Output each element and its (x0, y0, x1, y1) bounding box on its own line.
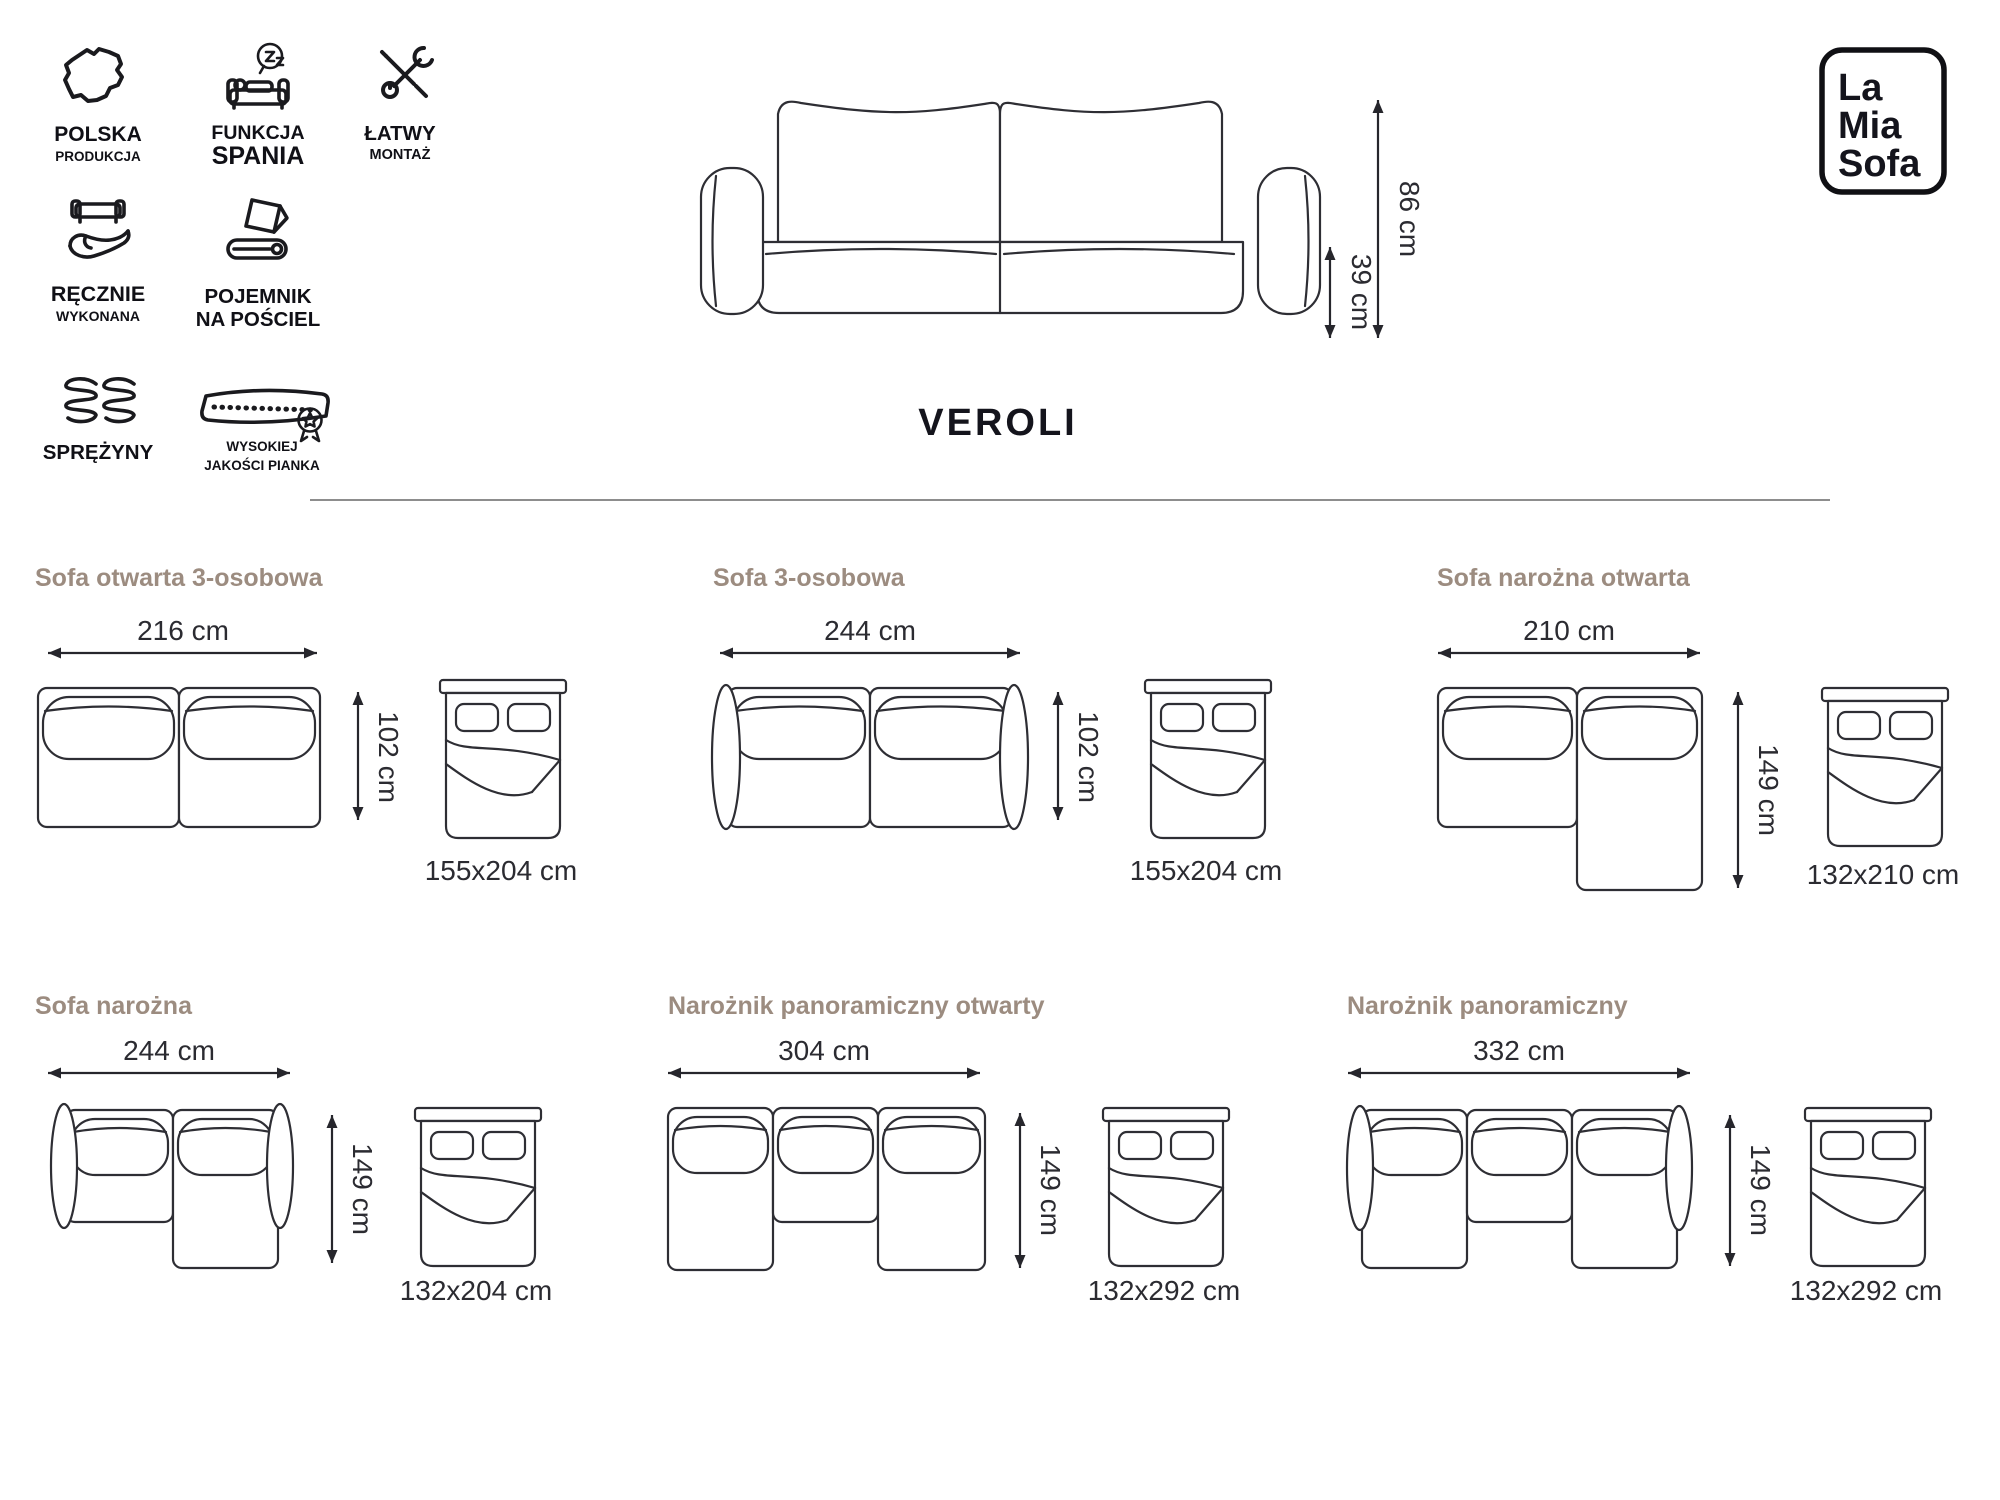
variant-card (35, 992, 552, 1306)
width-arrow (48, 1068, 290, 1079)
sleeping-area: 155x204 cm (424, 855, 578, 886)
depth-arrow (1015, 1113, 1026, 1268)
variant-title: Narożnik panoramiczny otwarty (668, 992, 1045, 1020)
sofa-front-view (701, 102, 1320, 314)
feature-label: ŁATWY (364, 122, 436, 145)
variant-width: 244 cm (123, 1035, 215, 1066)
depth-arrow (1725, 1115, 1736, 1266)
bed-icon (415, 1108, 541, 1266)
product-title: VEROLI (918, 402, 1078, 444)
variant-title: Sofa 3-osobowa (713, 564, 905, 592)
variant-title: Narożnik panoramiczny (1347, 992, 1628, 1020)
variant-width: 210 cm (1523, 615, 1615, 646)
width-arrow (1438, 648, 1700, 659)
feature-label: POJEMNIK (204, 285, 312, 308)
depth-arrow (1053, 692, 1064, 820)
variant-title: Sofa narożna (35, 992, 192, 1020)
variant-depth: 149 cm (1745, 1144, 1776, 1236)
feature-label: WYSOKIEJ (226, 439, 298, 454)
sleeping-area: 132x292 cm (1087, 1275, 1241, 1306)
sleeping-area: 132x292 cm (1789, 1275, 1943, 1306)
feature-sublabel: WYKONANA (56, 308, 140, 324)
handmade-icon (70, 201, 129, 257)
feature-sublabel: MONTAŻ (369, 147, 431, 163)
variant-width: 304 cm (778, 1035, 870, 1066)
sleeping-area: 132x204 cm (399, 1275, 553, 1306)
width-arrow (1348, 1068, 1690, 1079)
bed-icon (1145, 680, 1271, 838)
brand-line-3: Sofa (1838, 143, 1921, 185)
width-arrow (720, 648, 1020, 659)
feature-label: FUNKCJA (211, 122, 305, 144)
hero-total-height: 86 cm (1394, 180, 1425, 258)
variant-title: Sofa otwarta 3-osobowa (35, 564, 323, 592)
feature-label: POLSKA (54, 123, 142, 146)
variant-width: 216 cm (137, 615, 229, 646)
variant-card (1437, 564, 1959, 890)
sofa-top-view (51, 1104, 293, 1268)
variant-card (712, 564, 1282, 886)
sleeping-area: 155x204 cm (1129, 855, 1283, 886)
variant-width: 244 cm (824, 615, 916, 646)
hero-seat-height: 39 cm (1346, 253, 1377, 331)
bed-icon (1822, 688, 1948, 846)
variant-card (1347, 992, 1942, 1306)
feature-sublabel: JAKOŚCI PIANKA (204, 458, 320, 473)
bed-icon (1103, 1108, 1229, 1266)
sofa-top-view (38, 688, 320, 827)
sleep-function-icon (228, 44, 288, 108)
variant-card (35, 564, 577, 886)
width-arrow (48, 648, 317, 659)
foam-quality-icon (202, 390, 328, 441)
bed-icon (440, 680, 566, 838)
variant-depth: 102 cm (1073, 711, 1104, 803)
sofa-top-view (1347, 1106, 1692, 1268)
width-arrow (668, 1068, 980, 1079)
bedding-container-icon (228, 200, 287, 258)
depth-arrow (1733, 692, 1744, 888)
poland-map-icon (65, 49, 122, 101)
variant-depth: 149 cm (1035, 1144, 1066, 1236)
variant-title: Sofa narożna otwarta (1437, 564, 1690, 592)
brand-line-2: Mia (1838, 105, 1902, 147)
easy-assembly-icon (382, 48, 432, 97)
variant-width: 332 cm (1473, 1035, 1565, 1066)
brand-logo (1822, 50, 1944, 192)
brand-line-1: La (1838, 67, 1883, 109)
feature-sublabel: NA POŚCIEL (195, 308, 321, 331)
variant-depth: 149 cm (347, 1143, 378, 1235)
variant-card (668, 992, 1240, 1306)
feature-sublabel: PRODUKCJA (55, 149, 141, 164)
bed-icon (1805, 1108, 1931, 1266)
sofa-top-view (712, 685, 1028, 829)
feature-sublabel: SPANIA (211, 142, 305, 170)
sofa-top-view (668, 1108, 985, 1270)
depth-arrow (327, 1115, 338, 1263)
variant-depth: 149 cm (1753, 744, 1784, 836)
sleeping-area: 132x210 cm (1806, 859, 1960, 890)
variant-depth: 102 cm (373, 711, 404, 803)
seat-height-arrow (1325, 247, 1336, 338)
feature-label: RĘCZNIE (50, 282, 146, 306)
depth-arrow (353, 692, 364, 820)
sofa-top-view (1438, 688, 1702, 890)
springs-icon (66, 379, 134, 422)
feature-label: SPRĘŻYNY (42, 441, 154, 464)
